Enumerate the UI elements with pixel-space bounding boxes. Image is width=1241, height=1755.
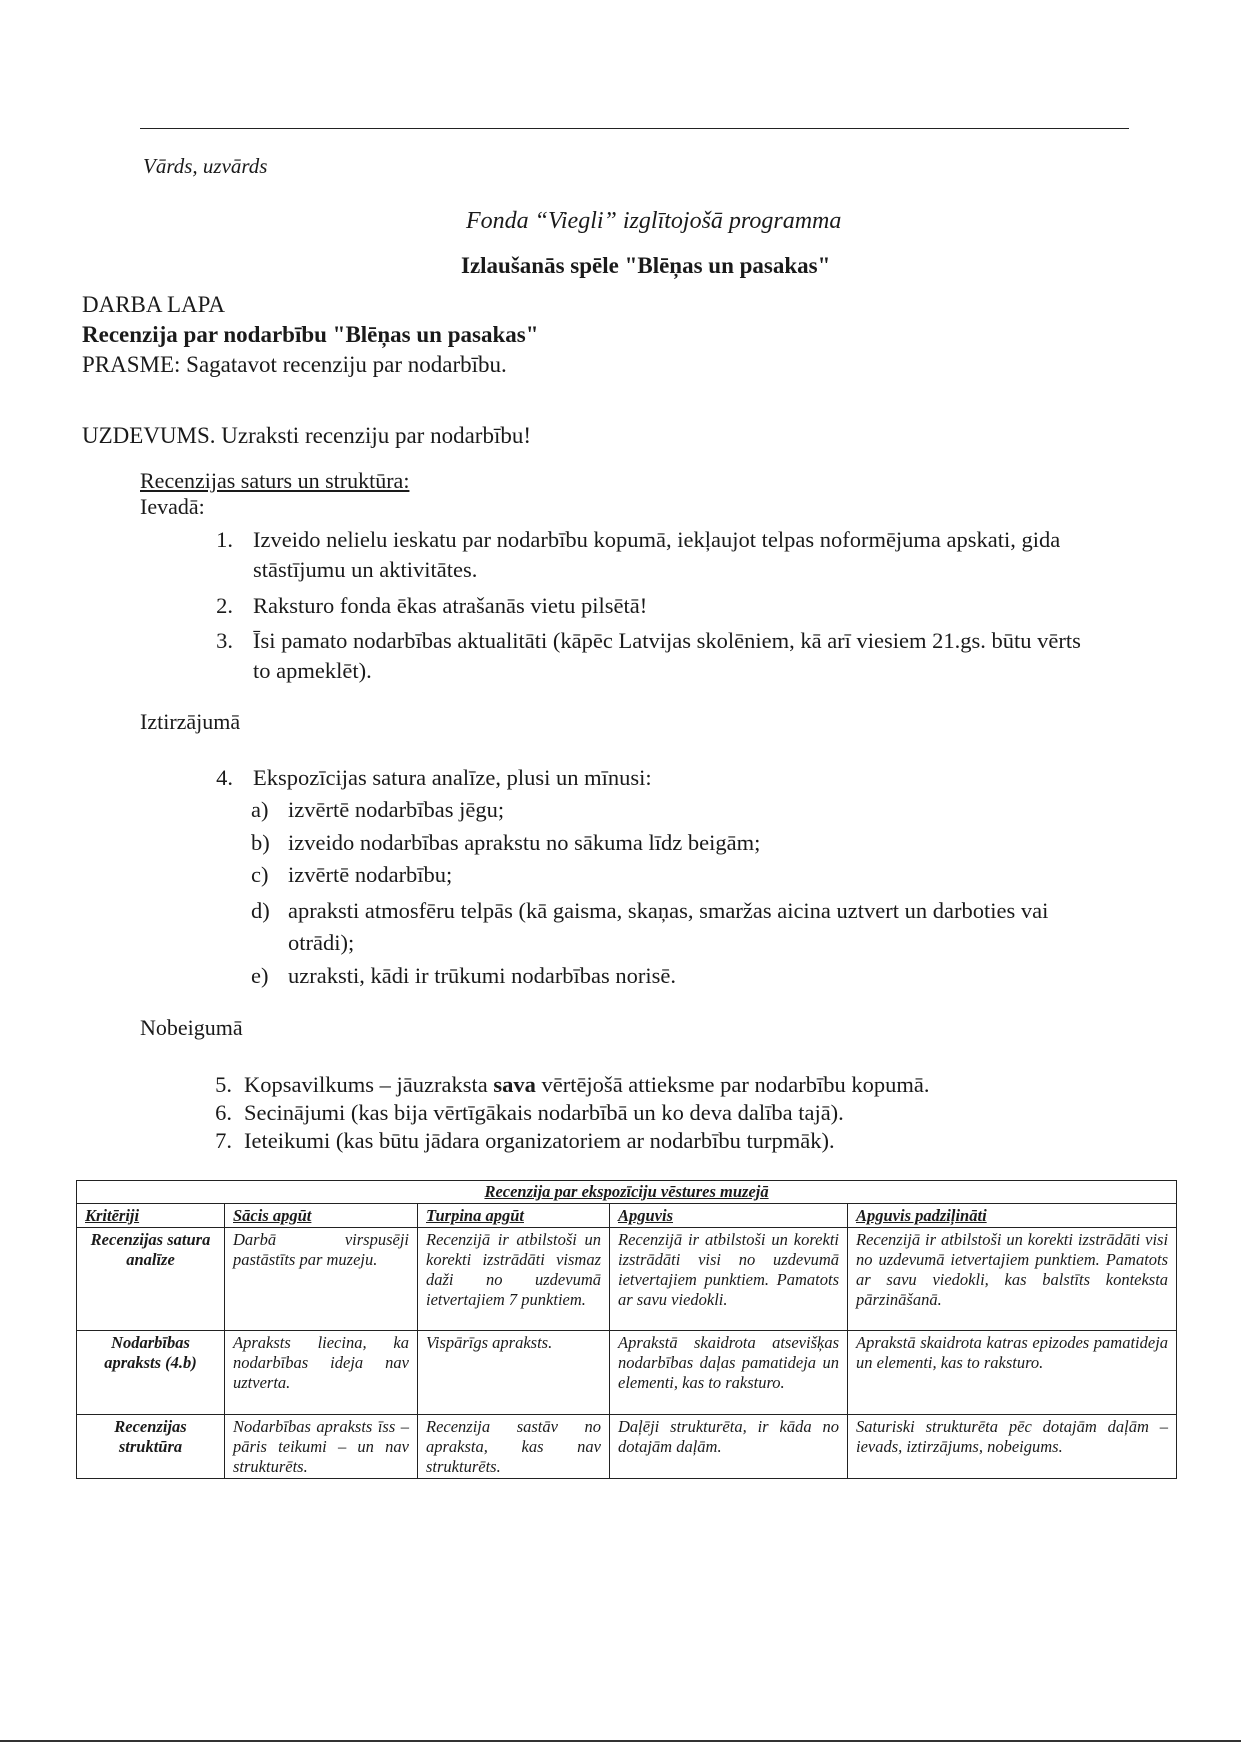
list-number: 7. xyxy=(215,1128,232,1153)
sub-list-letter: b) xyxy=(251,830,270,855)
list-text-continued: stāstījumu un aktivitātes. xyxy=(253,557,478,582)
table-header: Apguvis padziļināti xyxy=(848,1204,1177,1228)
worksheet-label: DARBA LAPA xyxy=(82,292,225,317)
list-text: Ekspozīcijas satura analīze, plusi un mīnusi: xyxy=(253,765,652,790)
list-number: 6. xyxy=(215,1100,232,1125)
table-row xyxy=(77,1415,1177,1479)
list-text: Kopsavilkums – jāuzraksta sava vērtējošā attieksme par nodarbību kopumā. xyxy=(244,1072,930,1097)
list-text: Īsi pamato nodarbības aktualitāti (kāpēc Latvijas skolēniem, kā arī viesiem 21.gs. būtu vērts xyxy=(253,628,1081,653)
table-cell: Aprakstā skaidrota katras epizodes pamatideja un elementi, kas to raksturo. xyxy=(848,1331,1177,1415)
top-rule xyxy=(140,128,1129,129)
sub-list-text: uzraksti, kādi ir trūkumi nodarbības norisē. xyxy=(288,963,677,988)
criterion-cell: Recenzijas struktūra xyxy=(77,1415,225,1479)
table-header-row xyxy=(77,1204,1177,1228)
table-header: Kritēriji xyxy=(77,1204,225,1228)
criterion-cell: Nodarbības apraksts (4.b) xyxy=(77,1331,225,1415)
sub-list-text: apraksti atmosfēru telpās (kā gaisma, skaņas, smaržas aicina uztvert un darboties vai xyxy=(288,898,1049,923)
table-row xyxy=(77,1331,1177,1415)
worksheet-title: Recenzija par nodarbību "Blēņas un pasakas" xyxy=(82,322,539,347)
table-header: Turpina apgūt xyxy=(418,1204,610,1228)
sub-list-text: izvērtē nodarbību; xyxy=(288,862,453,887)
table-cell: Recenzijā ir atbilstoši un korekti izstrādāti visi no uzdevumā ietvertajiem punktiem. Pamatots ar savu viedokli. xyxy=(610,1228,848,1331)
structure-heading: Recenzijas saturs un struktūra: xyxy=(140,468,410,493)
table-cell: Recenzijā ir atbilstoši un korekti izstrādāti vismaz daži no uzdevumā ietvertajiem 7 punktiem. xyxy=(418,1228,610,1331)
list-text: Ieteikumi (kas būtu jādara organizatoriem ar nodarbību turpmāk). xyxy=(244,1128,835,1153)
list-text: Izveido nelielu ieskatu par nodarbību kopumā, iekļaujot telpas noformējuma apskati, gida xyxy=(253,527,1061,552)
table-cell: Vispārīgs apraksts. xyxy=(418,1331,610,1415)
bottom-rule xyxy=(0,1740,1241,1742)
skill-line: PRASME: Sagatavot recenziju par nodarbību. xyxy=(82,352,507,377)
list-number: 1. xyxy=(216,527,233,552)
list-number: 4. xyxy=(216,765,233,790)
end-label: Nobeigumā xyxy=(140,1015,243,1040)
table-cell: Daļēji strukturēta, ir kāda no dotajām daļām. xyxy=(610,1415,848,1479)
table-caption: Recenzija par ekspozīciju vēstures muzejā xyxy=(77,1181,1177,1204)
sub-list-letter: e) xyxy=(251,963,269,988)
list-number: 2. xyxy=(216,593,233,618)
sub-list-text: izvērtē nodarbības jēgu; xyxy=(288,797,505,822)
list-text-continued: to apmeklēt). xyxy=(253,658,372,683)
list-text: Raksturo fonda ēkas atrašanās vietu pilsētā! xyxy=(253,593,648,618)
task-line: UZDEVUMS. Uzraksti recenziju par nodarbību! xyxy=(82,423,532,448)
table-cell: Apraksts liecina, ka nodarbības ideja nav uztverta. xyxy=(225,1331,418,1415)
table-cell: Nodarbības apraksts īss – pāris teikumi – un nav strukturēts. xyxy=(225,1415,418,1479)
table-cell: Saturiski strukturēta pēc dotajām daļām – ievads, iztirzājums, nobeigums. xyxy=(848,1415,1177,1479)
table-cell: Recenzija sastāv no apraksta, kas nav strukturēts. xyxy=(418,1415,610,1479)
table-cell: Recenzijā ir atbilstoši un korekti izstrādāti visi no uzdevumā ietvertajiem punktiem. Pamatots ar savu viedokli, kas balstīts konteksta pārzināšanā. xyxy=(848,1228,1177,1331)
sub-list-text: izveido nodarbības aprakstu no sākuma līdz beigām; xyxy=(288,830,761,855)
game-title: Izlaušanās spēle "Blēņas un pasakas" xyxy=(461,253,831,278)
sub-list-letter: c) xyxy=(251,862,269,887)
criterion-cell: Recenzijas satura analīze xyxy=(77,1228,225,1331)
table-header: Apguvis xyxy=(610,1204,848,1228)
name-field-label: Vārds, uzvārds xyxy=(143,154,268,178)
table-cell: Darbā virspusēji pastāstīts par muzeju. xyxy=(225,1228,418,1331)
table-header: Sācis apgūt xyxy=(225,1204,418,1228)
program-title: Fonda “Viegli” izglītojošā programma xyxy=(466,208,842,234)
list-text: Secinājumi (kas bija vērtīgākais nodarbībā un ko deva dalība tajā). xyxy=(244,1100,844,1125)
table-cell: Aprakstā skaidrota atsevišķas nodarbības daļas pamatideja un elementi, kas to raksturo. xyxy=(610,1331,848,1415)
list-number: 3. xyxy=(216,628,233,653)
sub-list-text-continued: otrādi); xyxy=(288,930,355,955)
intro-label: Ievadā: xyxy=(140,494,205,519)
table-row xyxy=(77,1228,1177,1331)
body-label: Iztirzājumā xyxy=(140,709,241,734)
sub-list-letter: a) xyxy=(251,797,269,822)
list-number: 5. xyxy=(215,1072,232,1097)
sub-list-letter: d) xyxy=(251,898,270,923)
assessment-table xyxy=(76,1180,1177,1479)
